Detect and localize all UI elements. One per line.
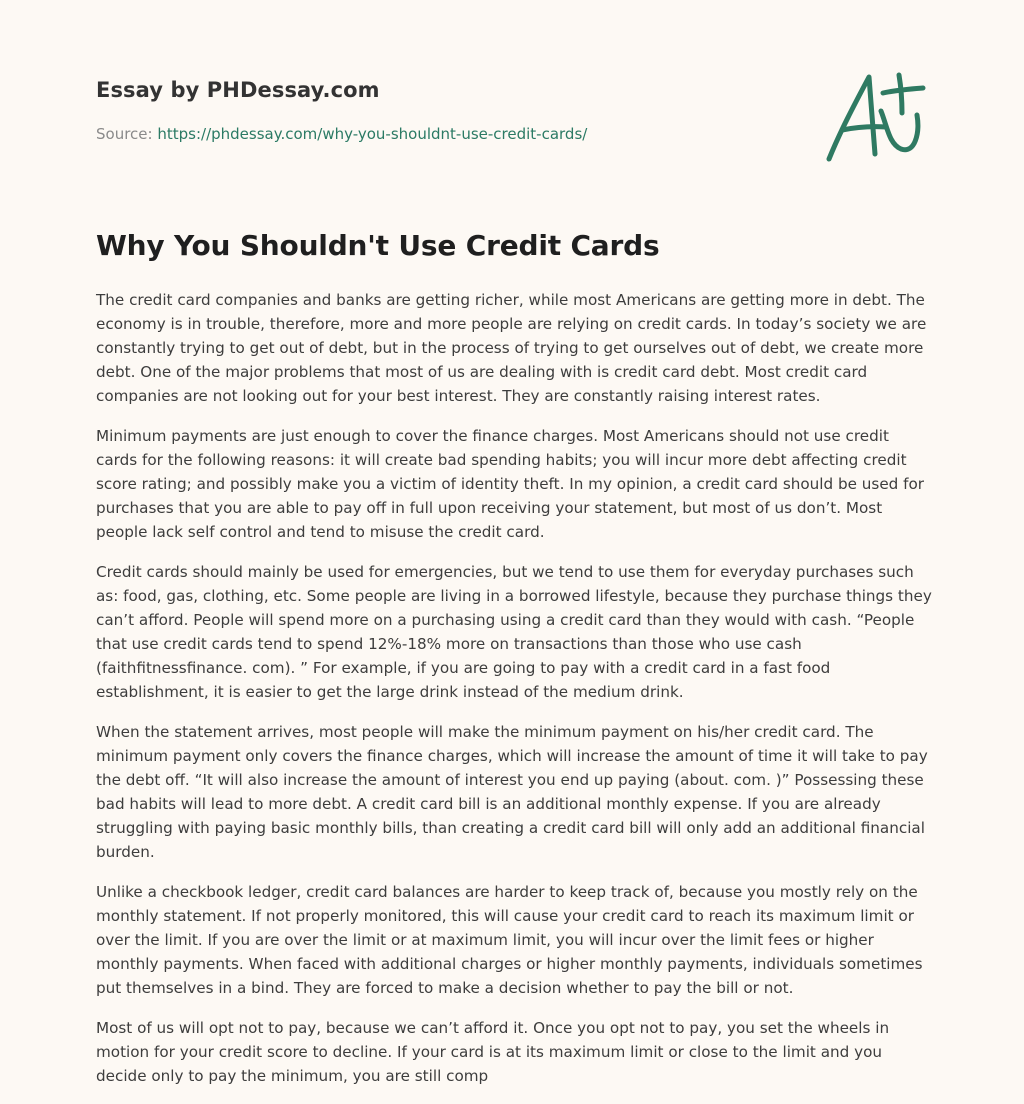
site-title: Essay by PHDessay.com [96,78,380,102]
essay-paragraph-4: When the statement arrives, most people will make the minimum payment on his/her credit card. The minimum payment only covers the finance charges, which will increase the amount of time it will take to pay the debt off. “It will also increase the amount of interest you end up paying (about. com. )” Possessing these bad habits will lead to more debt. A credit card bill is an additional monthly expense. If you are already struggling with paying basic monthly bills, than creating a credit card bill will only add an additional financial burden. [96,723,928,861]
source-label: Source: [96,125,153,143]
source-line [96,124,796,144]
essay-title: Why You Shouldn't Use Credit Cards [96,229,660,262]
a-plus-logo-icon [822,68,928,164]
essay-paragraph-2: Minimum payments are just enough to cover the finance charges. Most Americans should not use credit cards for the following reasons: it will create bad spending habits; you will incur more debt affecting credit score rating; and possibly make you a victim of identity theft. In my opinion, a credit card should be used for purchases that you are able to pay off in full upon receiving your statement, but most of us don’t. Most people lack self control and tend to misuse the credit card. [96,427,925,541]
essay-paragraph-5: Unlike a checkbook ledger, credit card balances are harder to keep track of, because you mostly rely on the monthly statement. If not properly monitored, this will cause your credit card to reach its maximum limit or over the limit. If you are over the limit or at maximum limit, you will incur over the limit fees or higher monthly payments. When faced with additional charges or higher monthly payments, individuals sometimes put themselves in a bind. They are forced to make a decision whether to pay the bill or not. [96,883,923,997]
essay-header [96,76,796,144]
essay-content [96,226,934,1104]
essay-paragraph-1: The credit card companies and banks are getting richer, while most Americans are getting more in debt. The economy is in trouble, therefore, more and more people are relying on credit cards. In today’s society we are constantly trying to get out of debt, but in the process of trying to get ourselves out of debt, we create more debt. One of the major problems that most of us are dealing with is credit card debt. Most credit card companies are not looking out for your best interest. They are constantly raising interest rates. [96,291,927,405]
source-link[interactable]: https://phdessay.com/why-you-shouldnt-use-credit-cards/ [157,125,588,143]
essay-paragraph-3: Credit cards should mainly be used for emergencies, but we tend to use them for everyday purchases such as: food, gas, clothing, etc. Some people are living in a borrowed lifestyle, because they purchase things they can’t afford. People will spend more on a purchasing using a credit card than they would with cash. “People that use credit cards tend to spend 12%-18% more on transactions than those who use cash (faithfitnessfinance. com). ” For example, if you are going to pay with a credit card in a fast food establishment, it is easier to get the large drink instead of the medium drink. [96,563,932,701]
essay-paragraph-6: Most of us will opt not to pay, because we can’t afford it. Once you opt not to pay, you set the wheels in motion for your credit score to decline. If your card is at its maximum limit or close to the limit and you decide only to pay the minimum, you are still comp [96,1019,890,1085]
